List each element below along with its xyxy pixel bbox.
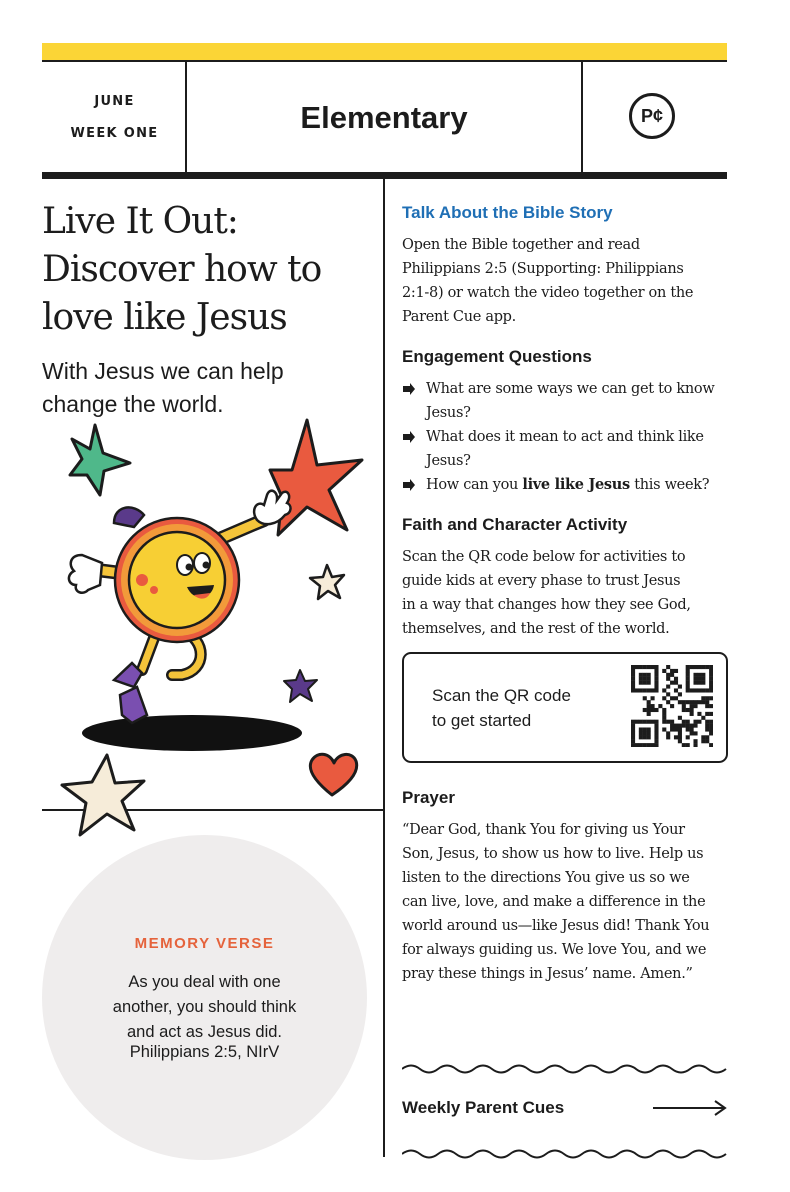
bible-story-section	[402, 203, 732, 329]
qr-module	[631, 731, 635, 735]
qr-module	[643, 681, 647, 685]
qr-module	[709, 727, 713, 731]
text-line: can live, love, and make a difference in the	[402, 894, 706, 910]
purple-star-icon	[284, 670, 317, 702]
wavy-divider	[402, 1147, 728, 1161]
qr-module	[631, 739, 635, 743]
qr-module	[686, 724, 690, 728]
qr-module	[690, 704, 694, 708]
qr-module	[647, 720, 651, 724]
qr-module	[647, 712, 651, 716]
qr-module	[666, 677, 670, 681]
text-line: Scan the QR code	[432, 686, 571, 705]
qr-module	[678, 731, 682, 735]
qr-module	[654, 708, 658, 712]
qr-module	[631, 685, 635, 689]
prayer-text	[402, 818, 732, 986]
qr-module	[631, 669, 635, 673]
text-fragment: this week?	[629, 477, 710, 493]
activity-heading: Faith and Character Activity	[402, 515, 628, 534]
lesson-title	[42, 198, 372, 342]
qr-module	[639, 677, 643, 681]
header-accent-bar	[42, 43, 727, 60]
cream-star-icon	[310, 565, 344, 599]
qr-module	[654, 735, 658, 739]
qr-module	[674, 681, 678, 685]
qr-module	[709, 712, 713, 716]
qr-module	[709, 704, 713, 708]
qr-module	[639, 727, 643, 731]
qr-module	[686, 688, 690, 692]
qr-module	[654, 669, 658, 673]
prayer-heading: Prayer	[402, 788, 455, 807]
cheek	[136, 574, 148, 586]
qr-module	[682, 704, 686, 708]
qr-module	[678, 692, 682, 696]
qr-module	[643, 688, 647, 692]
qr-module	[643, 727, 647, 731]
qr-module	[647, 665, 651, 669]
qr-module	[701, 739, 705, 743]
qr-module	[639, 743, 643, 747]
pointer-icon	[402, 479, 416, 491]
header-divider	[581, 60, 583, 172]
qr-module	[678, 727, 682, 731]
qr-module	[701, 677, 705, 681]
header-rule	[42, 172, 727, 179]
text-line: listen to the directions You give us so we	[402, 870, 690, 886]
qr-module	[631, 727, 635, 731]
bible-story-heading: Talk About the Bible Story	[402, 203, 613, 222]
qr-module	[662, 696, 666, 700]
qr-module	[662, 688, 666, 692]
qr-module	[631, 665, 635, 669]
qr-module	[693, 731, 697, 735]
qr-module	[678, 739, 682, 743]
qr-module	[654, 731, 658, 735]
verse-line: and act as Jesus did.	[126, 1023, 282, 1041]
qr-module	[662, 727, 666, 731]
column-divider	[383, 179, 385, 1157]
qr-module	[697, 712, 701, 716]
qr-module	[701, 665, 705, 669]
qr-module	[693, 677, 697, 681]
green-star-icon	[70, 425, 130, 495]
qr-module	[701, 696, 705, 700]
qr-module	[674, 688, 678, 692]
qr-module	[697, 688, 701, 692]
text-line: themselves, and the rest of the world.	[402, 621, 670, 637]
qr-module	[678, 724, 682, 728]
title-line: Live It Out:	[42, 201, 238, 242]
qr-module	[651, 665, 655, 669]
cheek	[150, 586, 158, 594]
pupil	[203, 562, 210, 569]
qr-module	[674, 677, 678, 681]
qr-module	[693, 704, 697, 708]
week-label: WEEK ONE	[70, 126, 159, 141]
qr-module	[651, 743, 655, 747]
qr-module	[651, 688, 655, 692]
qr-module	[686, 743, 690, 747]
title-line: love like Jesus	[42, 297, 287, 338]
pointer-icon	[402, 383, 416, 395]
qr-module	[686, 727, 690, 731]
month-label: JUNE	[94, 94, 135, 109]
memory-verse-label: MEMORY VERSE	[134, 935, 275, 952]
qr-module	[651, 704, 655, 708]
qr-module	[705, 712, 709, 716]
qr-module	[662, 708, 666, 712]
qr-module	[647, 677, 651, 681]
qr-module	[709, 677, 713, 681]
qr-module	[654, 727, 658, 731]
qr-code-icon[interactable]	[631, 665, 713, 747]
qr-module	[643, 708, 647, 712]
verse-line: As you deal with one	[128, 973, 281, 991]
qr-module	[643, 720, 647, 724]
qr-module	[682, 743, 686, 747]
qr-module	[647, 735, 651, 739]
qr-module	[654, 743, 658, 747]
qr-module	[670, 720, 674, 724]
qr-module	[709, 720, 713, 724]
qr-module	[635, 688, 639, 692]
qr-module	[647, 673, 651, 677]
qr-module	[682, 708, 686, 712]
qr-module	[705, 688, 709, 692]
qr-module	[662, 712, 666, 716]
wavy-divider	[402, 1062, 728, 1076]
qr-prompt	[432, 683, 612, 733]
qr-module	[643, 735, 647, 739]
qr-module	[651, 708, 655, 712]
qr-module	[643, 673, 647, 677]
prayer-section	[402, 788, 732, 986]
qr-module	[693, 739, 697, 743]
qr-module	[635, 720, 639, 724]
qr-module	[693, 688, 697, 692]
qr-module	[662, 669, 666, 673]
sneaker-icon	[120, 687, 147, 723]
qr-module	[705, 727, 709, 731]
subtitle-line: change the world.	[42, 391, 224, 417]
qr-module	[686, 681, 690, 685]
qr-module	[643, 696, 647, 700]
qr-module	[690, 727, 694, 731]
qr-module	[701, 681, 705, 685]
qr-module	[662, 720, 666, 724]
qr-module	[670, 696, 674, 700]
qr-module	[682, 724, 686, 728]
qr-module	[693, 665, 697, 669]
qr-module	[705, 704, 709, 708]
qr-module	[647, 727, 651, 731]
qr-module	[647, 731, 651, 735]
text-fragment: How can you	[426, 477, 523, 493]
qr-module	[658, 704, 662, 708]
qr-module	[639, 681, 643, 685]
qr-module	[693, 720, 697, 724]
pupil	[186, 564, 193, 571]
qr-module	[635, 743, 639, 747]
qr-module	[693, 681, 697, 685]
qr-module	[631, 743, 635, 747]
qr-module	[674, 724, 678, 728]
qr-module	[693, 673, 697, 677]
qr-module	[697, 665, 701, 669]
qr-module	[709, 673, 713, 677]
arrow-right-icon[interactable]	[653, 1098, 727, 1118]
qr-module	[690, 688, 694, 692]
qr-module	[631, 681, 635, 685]
text-line: Open the Bible together and read	[402, 237, 640, 253]
qr-module	[674, 735, 678, 739]
qr-module	[670, 727, 674, 731]
qr-module	[678, 716, 682, 720]
qr-module	[705, 724, 709, 728]
qr-module	[686, 669, 690, 673]
bible-story-text	[402, 233, 732, 329]
qr-module	[678, 735, 682, 739]
text-line: What does it mean to act and think like	[426, 429, 704, 445]
qr-module	[654, 688, 658, 692]
qr-module	[705, 700, 709, 704]
qr-module	[674, 669, 678, 673]
text-line: guide kids at every phase to trust Jesus	[402, 573, 681, 589]
qr-module	[690, 708, 694, 712]
logo-text: P¢	[640, 106, 664, 126]
qr-module	[631, 724, 635, 728]
qr-module	[686, 700, 690, 704]
qr-module	[639, 731, 643, 735]
character-shadow	[82, 715, 302, 751]
pointer-icon	[402, 431, 416, 443]
qr-module	[686, 665, 690, 669]
qr-module	[709, 696, 713, 700]
text-line: pray these things in Jesus’ name. Amen.”	[402, 966, 693, 982]
qr-module	[705, 696, 709, 700]
qr-module	[654, 724, 658, 728]
qr-module	[639, 673, 643, 677]
engagement-questions-list	[402, 377, 732, 497]
memory-verse-reference: Philippians 2:5, NIrV	[129, 1043, 280, 1061]
lesson-subtitle	[42, 355, 362, 421]
qr-module	[693, 700, 697, 704]
activity-section	[402, 515, 732, 641]
engagement-heading: Engagement Questions	[402, 347, 592, 366]
qr-module	[701, 688, 705, 692]
qr-module	[666, 700, 670, 704]
qr-module	[690, 665, 694, 669]
qr-module	[690, 731, 694, 735]
qr-module	[670, 669, 674, 673]
page-title: Elementary	[300, 100, 468, 135]
qr-module	[666, 692, 670, 696]
qr-module	[686, 685, 690, 689]
qr-module	[647, 708, 651, 712]
qr-module	[631, 688, 635, 692]
qr-module	[639, 735, 643, 739]
qr-module	[678, 685, 682, 689]
qr-module	[631, 735, 635, 739]
qr-module	[647, 688, 651, 692]
qr-module	[709, 681, 713, 685]
qr-module	[682, 700, 686, 704]
qr-module	[682, 720, 686, 724]
qr-module	[643, 731, 647, 735]
qr-module	[693, 743, 697, 747]
qr-module	[635, 665, 639, 669]
text-line: to get started	[432, 711, 532, 730]
qr-module	[643, 677, 647, 681]
qr-module	[705, 739, 709, 743]
qr-module	[666, 731, 670, 735]
parent-cue-logo	[629, 93, 675, 139]
text-line: 2:1-8) or watch the video together on the	[402, 285, 694, 301]
qr-module	[701, 673, 705, 677]
cap-icon	[114, 507, 144, 527]
qr-module	[654, 685, 658, 689]
qr-module	[709, 688, 713, 692]
qr-module	[670, 673, 674, 677]
list-item	[402, 425, 732, 473]
qr-module	[709, 685, 713, 689]
text-line: Jesus?	[426, 453, 471, 469]
glove-icon	[69, 555, 102, 593]
qr-module	[697, 700, 701, 704]
text-line: Son, Jesus, to show us how to live. Help us	[402, 846, 704, 862]
qr-module	[666, 673, 670, 677]
qr-module	[631, 720, 635, 724]
text-line: world around us—like Jesus did! Thank You	[402, 918, 710, 934]
title-line: Discover how to	[42, 249, 322, 290]
list-item	[402, 377, 732, 425]
qr-module	[705, 735, 709, 739]
text-line: in a way that changes how they see God,	[402, 597, 691, 613]
qr-module	[666, 720, 670, 724]
qr-module	[654, 739, 658, 743]
qr-module	[697, 673, 701, 677]
memory-verse-text	[82, 970, 327, 1045]
subtitle-line: With Jesus we can help	[42, 358, 284, 384]
qr-module	[705, 665, 709, 669]
qr-module	[670, 681, 674, 685]
qr-module	[690, 700, 694, 704]
qr-module	[686, 673, 690, 677]
heart-icon	[310, 754, 356, 795]
qr-module	[670, 704, 674, 708]
qr-module	[686, 720, 690, 724]
activity-text	[402, 545, 732, 641]
text-line: Jesus?	[426, 405, 471, 421]
qr-module	[647, 681, 651, 685]
text-line: What are some ways we can get to know	[426, 381, 715, 397]
qr-module	[666, 665, 670, 669]
text-line: Scan the QR code below for activities to	[402, 549, 686, 565]
qr-module	[654, 681, 658, 685]
qr-module	[709, 731, 713, 735]
qr-module	[662, 716, 666, 720]
qr-module	[709, 724, 713, 728]
qr-module	[639, 720, 643, 724]
engagement-section	[402, 347, 732, 497]
qr-module	[670, 724, 674, 728]
list-item	[402, 473, 732, 497]
emphasis-text: live like Jesus	[522, 476, 630, 493]
sun-character-illustration	[42, 415, 382, 840]
qr-module	[643, 665, 647, 669]
weekly-parent-cues-link[interactable]: Weekly Parent Cues	[402, 1098, 565, 1117]
qr-module	[697, 677, 701, 681]
qr-module	[709, 743, 713, 747]
qr-module	[674, 696, 678, 700]
qr-module	[709, 669, 713, 673]
text-line: “Dear God, thank You for giving us Your	[402, 822, 685, 838]
qr-module	[709, 665, 713, 669]
qr-module	[697, 720, 701, 724]
qr-module	[674, 727, 678, 731]
qr-module	[701, 716, 705, 720]
verse-line: another, you should think	[112, 998, 297, 1016]
qr-module	[654, 677, 658, 681]
qr-module	[697, 681, 701, 685]
qr-module	[631, 677, 635, 681]
qr-module	[654, 720, 658, 724]
qr-module	[693, 724, 697, 728]
qr-module	[647, 743, 651, 747]
text-line: Philippians 2:5 (Supporting: Philippians	[402, 261, 684, 277]
qr-module	[701, 735, 705, 739]
qr-module	[651, 720, 655, 724]
qr-module	[686, 677, 690, 681]
qr-module	[639, 688, 643, 692]
qr-module	[654, 673, 658, 677]
qr-module	[643, 743, 647, 747]
qr-module	[651, 696, 655, 700]
text-line: for always guiding us. We love You, and we	[402, 942, 707, 958]
qr-module	[654, 665, 658, 669]
qr-module	[701, 700, 705, 704]
qr-module	[666, 735, 670, 739]
qr-module	[631, 673, 635, 677]
text-line: Parent Cue app.	[402, 309, 516, 325]
qr-module	[686, 708, 690, 712]
qr-module	[686, 735, 690, 739]
qr-module	[639, 665, 643, 669]
qr-module	[690, 724, 694, 728]
qr-module	[690, 712, 694, 716]
qr-module	[705, 720, 709, 724]
qr-module	[647, 704, 651, 708]
cream-star-icon	[62, 755, 144, 835]
qr-module	[678, 700, 682, 704]
qr-module	[666, 685, 670, 689]
qr-module	[647, 700, 651, 704]
